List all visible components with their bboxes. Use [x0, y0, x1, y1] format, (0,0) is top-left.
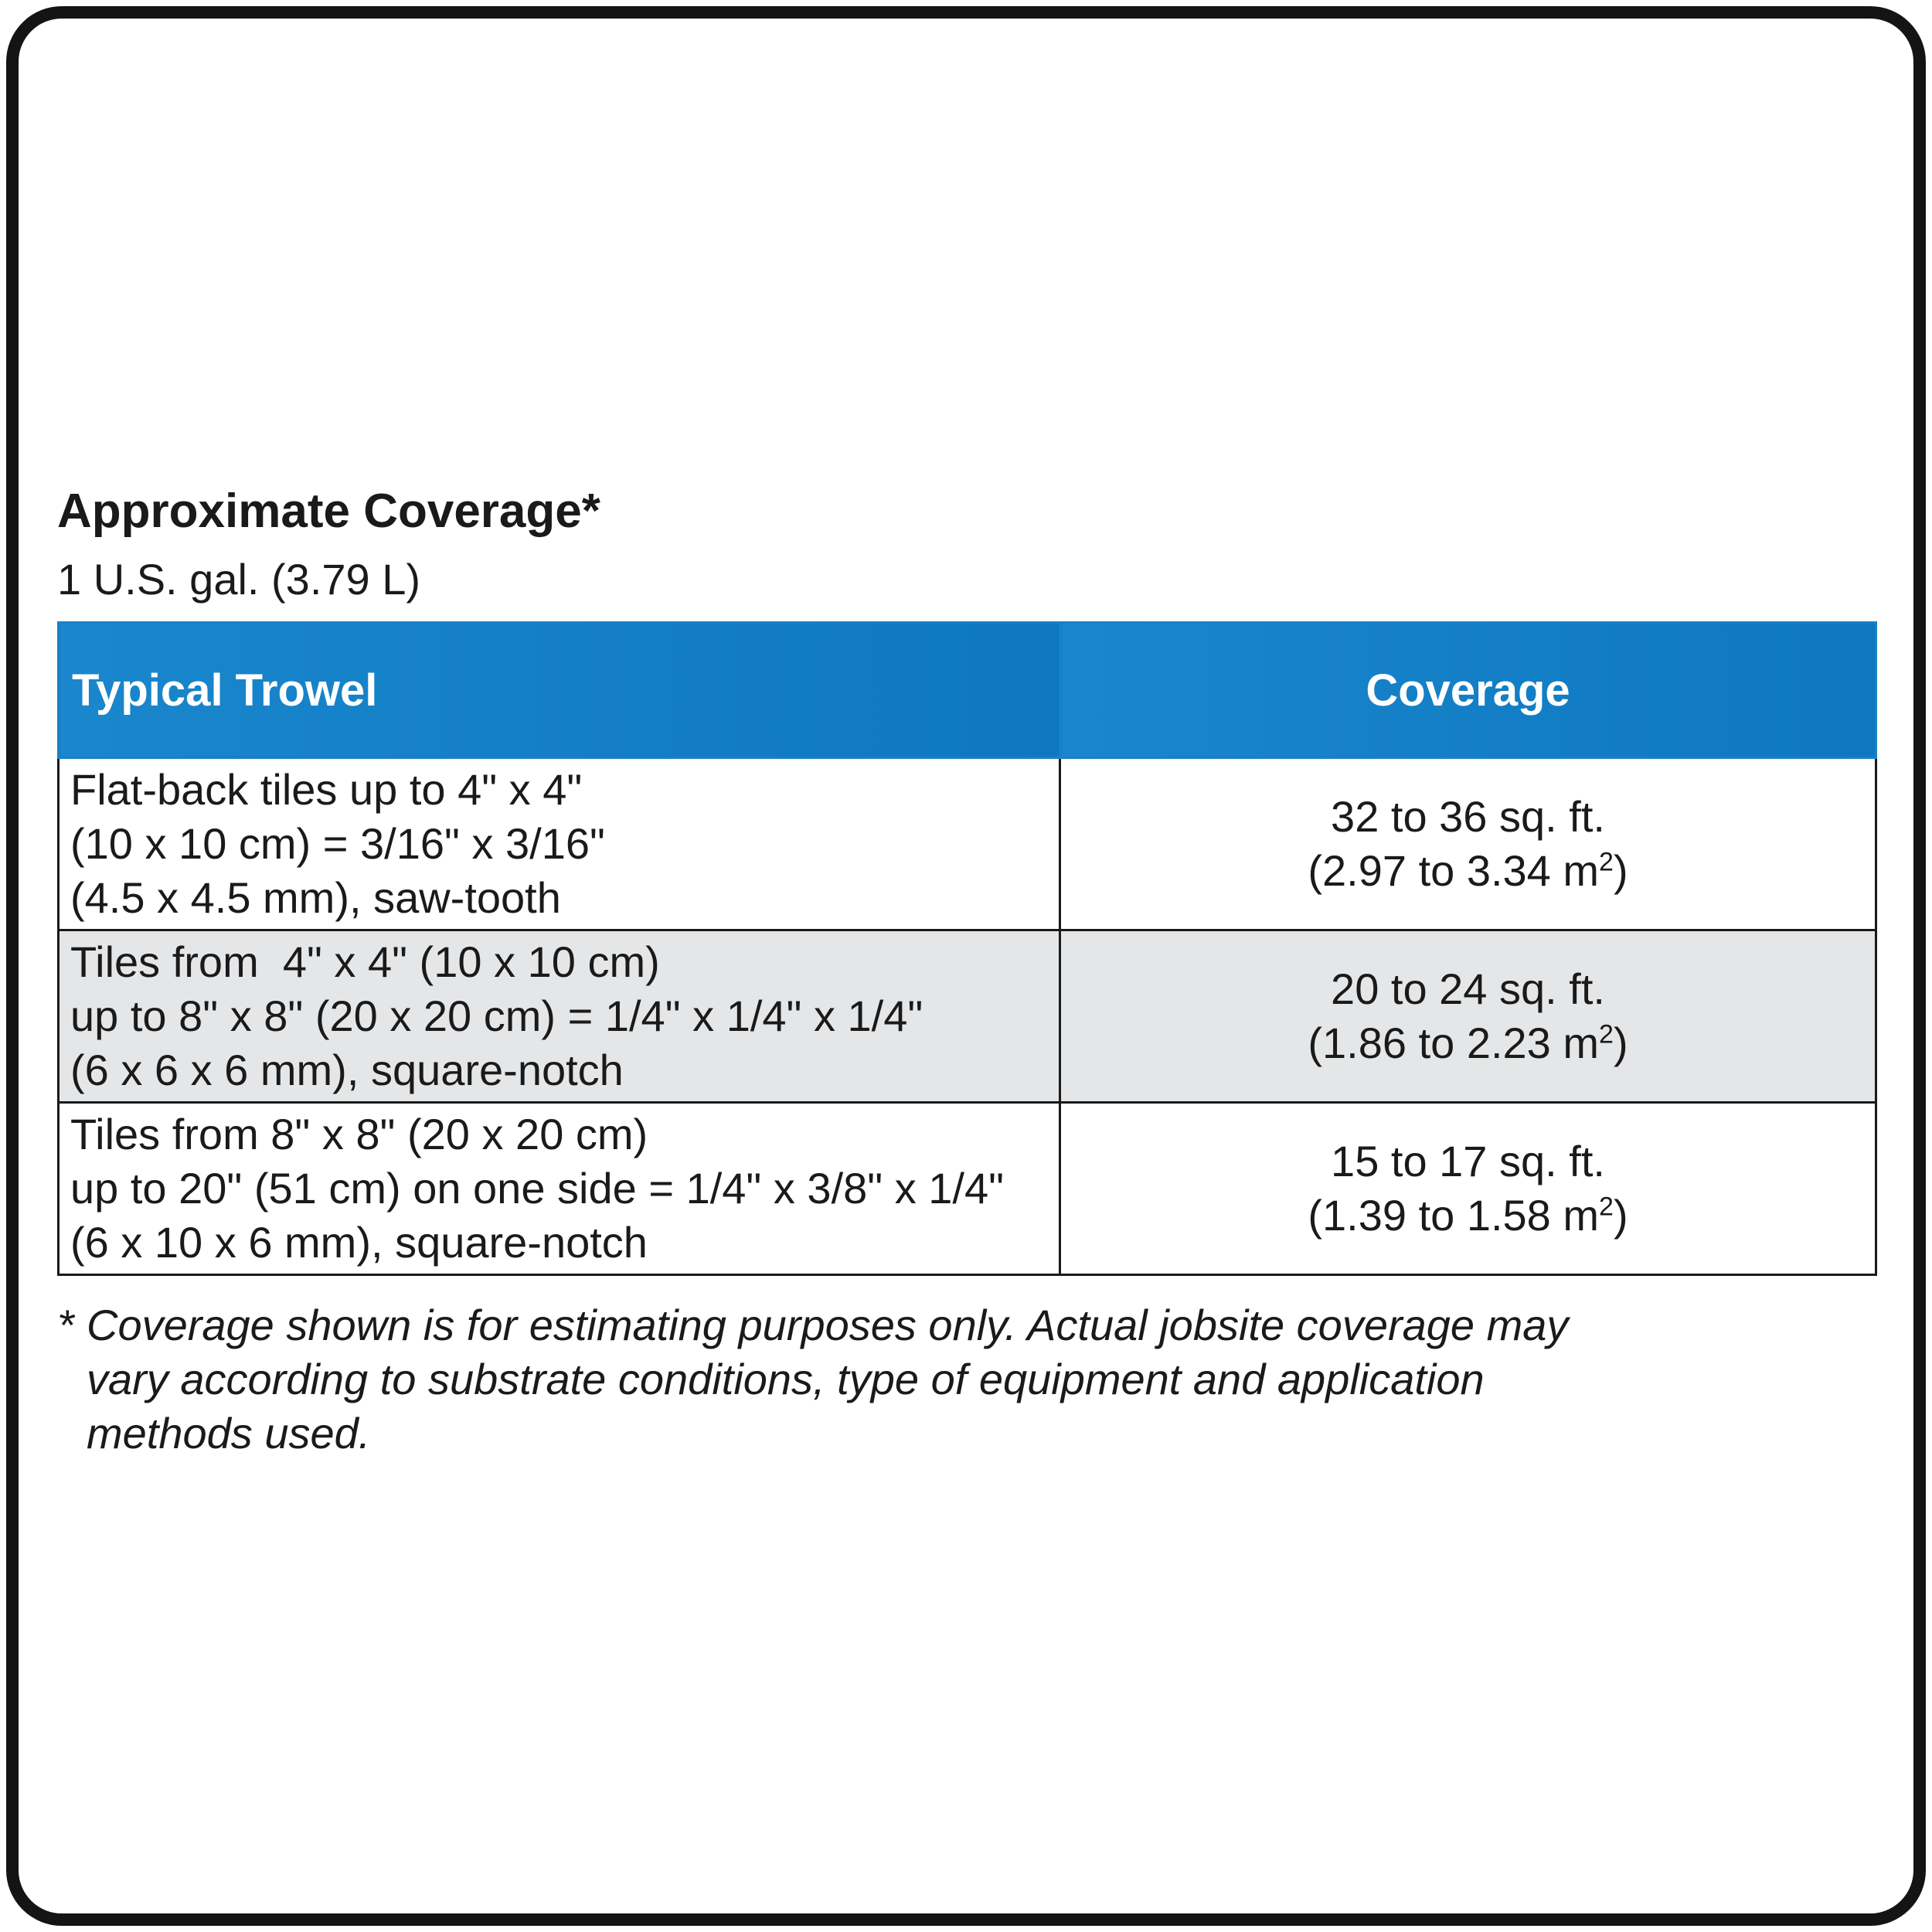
page-subtitle: 1 U.S. gal. (3.79 L) — [57, 555, 421, 604]
coverage-m2: (2.97 to 3.34 m — [1308, 846, 1600, 895]
coverage-sqft: 32 to 36 sq. ft. — [1331, 792, 1605, 841]
trowel-line: (10 x 10 cm) = 3/16" x 3/16" — [70, 819, 605, 868]
coverage-metric — [1061, 1189, 1875, 1243]
coverage-m2-close: ) — [1613, 1191, 1628, 1240]
trowel-cell — [59, 1103, 1060, 1275]
coverage-metric — [1061, 1016, 1875, 1070]
coverage-m2: (1.86 to 2.23 m — [1308, 1019, 1600, 1067]
trowel-line: Tiles from 4" x 4" (10 x 10 cm) — [70, 937, 660, 986]
trowel-line: up to 20" (51 cm) on one side = 1/4" x 3/8" x 1/4" — [70, 1164, 1004, 1213]
squared-superscript: 2 — [1599, 1192, 1614, 1222]
coverage-sqft: 20 to 24 sq. ft. — [1331, 964, 1605, 1013]
footnote-marker: * — [57, 1301, 74, 1349]
trowel-line: (6 x 6 x 6 mm), square-notch — [70, 1046, 624, 1094]
trowel-cell — [59, 758, 1060, 930]
footnote — [57, 1298, 1881, 1461]
coverage-cell — [1060, 758, 1876, 930]
footnote-line: methods used. — [87, 1409, 371, 1458]
squared-superscript: 2 — [1599, 1019, 1614, 1049]
trowel-line: (4.5 x 4.5 mm), saw-tooth — [70, 873, 561, 922]
coverage-metric — [1061, 844, 1875, 898]
coverage-sqft: 15 to 17 sq. ft. — [1331, 1137, 1605, 1185]
footnote-line: Coverage shown is for estimating purposes only. Actual jobsite coverage may — [87, 1301, 1569, 1349]
trowel-line: Flat-back tiles up to 4" x 4" — [70, 765, 583, 814]
coverage-table — [57, 621, 1877, 1276]
table-header-row — [59, 623, 1876, 758]
footnote-line: vary according to substrate conditions, type of equipment and application — [87, 1355, 1485, 1403]
squared-superscript: 2 — [1599, 847, 1614, 877]
coverage-cell — [1060, 930, 1876, 1103]
trowel-cell — [59, 930, 1060, 1103]
trowel-line: up to 8" x 8" (20 x 20 cm) = 1/4" x 1/4" x 1/4" — [70, 992, 923, 1040]
coverage-cell — [1060, 1103, 1876, 1275]
coverage-m2-close: ) — [1613, 1019, 1628, 1067]
trowel-line: Tiles from 8" x 8" (20 x 20 cm) — [70, 1110, 648, 1158]
column-header-coverage: Coverage — [1060, 623, 1876, 758]
coverage-m2-close: ) — [1613, 846, 1628, 895]
coverage-m2: (1.39 to 1.58 m — [1308, 1191, 1600, 1240]
table-row — [59, 758, 1876, 930]
page-title: Approximate Coverage* — [57, 485, 600, 538]
table-row — [59, 930, 1876, 1103]
table-row — [59, 1103, 1876, 1275]
column-header-trowel: Typical Trowel — [59, 623, 1060, 758]
trowel-line: (6 x 10 x 6 mm), square-notch — [70, 1218, 648, 1267]
